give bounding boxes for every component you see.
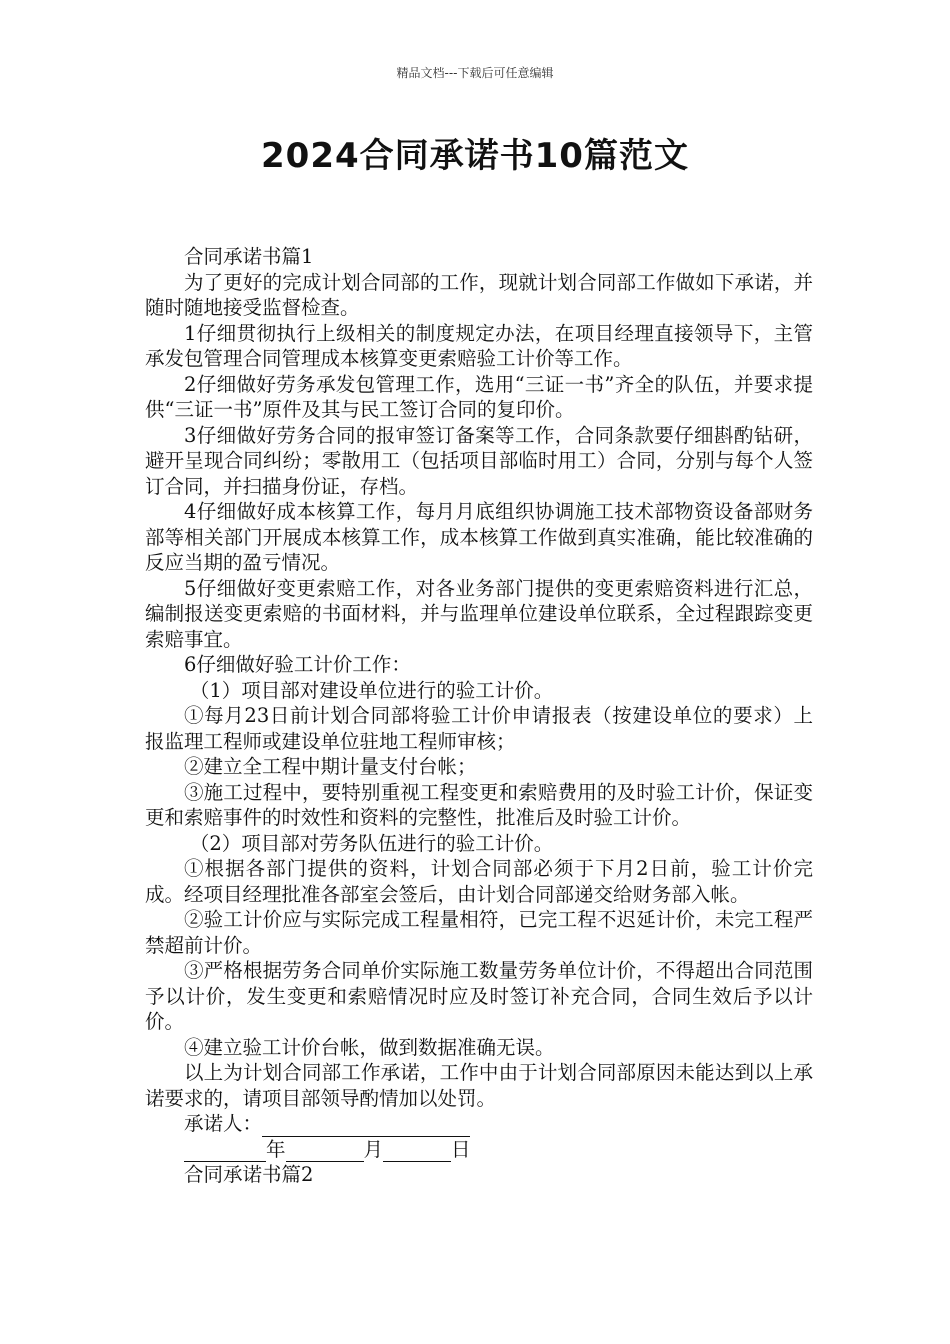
paragraph: ②建立全工程中期计量支付台帐； [184,755,477,778]
paragraph: （2）项目部对劳务队伍进行的验工计价。 [189,831,554,855]
paragraph: 以上为计划合同部工作承诺，工作中由于计划合同部原因未能达到以上承诺要求的，请项目部领导酌情加以处罚。 [145,1061,813,1110]
year-blank [184,1139,266,1162]
year-label: 年 [266,1137,286,1161]
paragraph: ②验工计价应与实际完成工程量相符，已完工程不迟延计价，未完工程严禁超前计价。 [145,908,813,957]
paragraph: 3仔细做好劳务合同的报审签订备案等工作，合同条款要仔细斟酌钻研，避开呈现合同纠纷；零散用工（包括项目部临时用工）合同，分别与每个人签订合同，并扫描身份证，存档。 [145,423,813,498]
document-body [145,244,813,1188]
paragraph: ④建立验工计价台帐，做到数据准确无误。 [184,1035,555,1059]
signature-label: 承诺人： [184,1112,263,1135]
header-note: 精品文档---下载后可任意编辑 [396,66,554,80]
paragraph: （1）项目部对建设单位进行的验工计价。 [189,678,554,702]
signature-blank [262,1114,470,1137]
paragraph: ③严格根据劳务合同单价实际施工数量劳务单位计价，不得超出合同范围予以计价，发生变更和索赔情况时应及时签订补充合同，合同生效后予以计价。 [145,959,813,1033]
paragraph: ③施工过程中，要特别重视工程变更和索赔费用的及时验工计价，保证变更和索赔事件的时效性和资料的完整性，批准后及时验工计价。 [145,780,813,829]
day-label: 日 [451,1137,471,1161]
section-heading: 合同承诺书篇2 [184,1163,314,1186]
paragraph: 4仔细做好成本核算工作，每月月底组织协调施工技术部物资设备部财务部等相关部门开展成本核算工作，成本核算工作做到真实准确，能比较准确的反应当期的盈亏情况。 [145,500,813,574]
paragraph: ①根据各部门提供的资料，计划合同部必须于下月2日前，验工计价完成。经项目经理批准各部室会签后，由计划合同部递交给财务部入帐。 [145,857,813,906]
month-label: 月 [363,1137,384,1161]
document-title: 2024合同承诺书10篇范文 [261,136,689,176]
signature-row [145,1111,813,1137]
paragraph: 5仔细做好变更索赔工作，对各业务部门提供的变更索赔资料进行汇总，编制报送变更索赔的书面材料，并与监理单位建设单位联系，全过程跟踪变更索赔事宜。 [145,576,813,651]
paragraph: 1仔细贯彻执行上级相关的制度规定办法，在项目经理直接领导下，主管承发包管理合同管理成本核算变更索赔验工计价等工作。 [145,321,813,370]
section-heading: 合同承诺书篇1 [184,245,314,268]
paragraph: 6仔细做好验工计价工作： [184,653,411,676]
month-blank [286,1139,364,1162]
day-blank [383,1139,451,1162]
paragraph: ①每月23日前计划合同部将验工计价申请报表（按建设单位的要求）上报监理工程师或建设单位驻地工程师审核； [145,704,813,753]
date-row [145,1137,813,1163]
paragraph: 2仔细做好劳务承发包管理工作，选用“三证一书”齐全的队伍，并要求提供“三证一书”原件及其与民工签订合同的复印价。 [145,372,813,421]
paragraph: 为了更好的完成计划合同部的工作，现就计划合同部工作做如下承诺，并随时随地接受监督检查。 [145,270,813,319]
